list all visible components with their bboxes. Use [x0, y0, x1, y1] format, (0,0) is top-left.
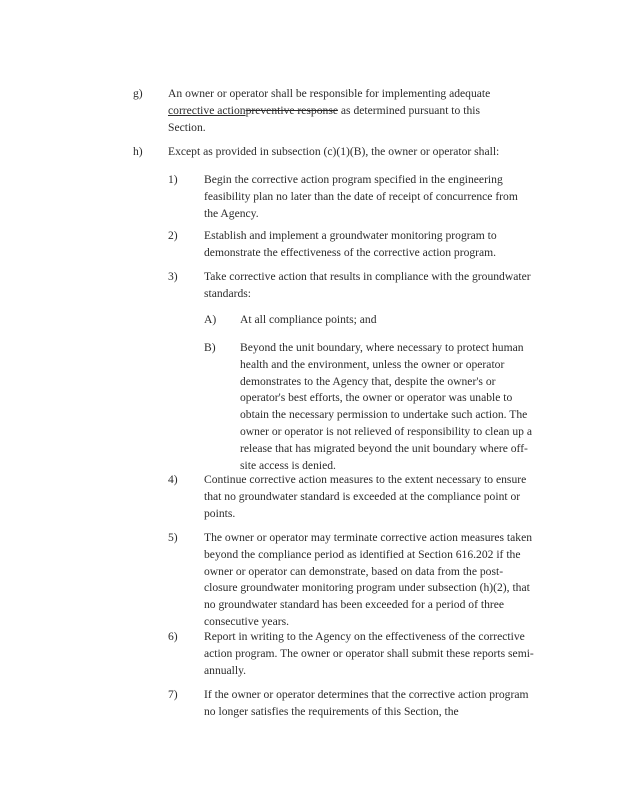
paragraph-h7: If the owner or operator determines that the corrective action program no longer satisfies the requirements of this Section, the [204, 688, 529, 718]
paragraph-h4: Continue corrective action measures to the extent necessary to ensure that no groundwater standard is exceeded at the compliance point or points. [204, 473, 527, 520]
item-label-2: 2) [168, 229, 178, 242]
item-label-4: 4) [168, 473, 178, 486]
item-label-5: 5) [168, 531, 178, 544]
item-label-A: A) [204, 313, 217, 326]
item-label-3: 3) [168, 270, 178, 283]
paragraph-h: Except as provided in subsection (c)(1)(B), the owner or operator shall: [168, 145, 500, 158]
paragraph-h1: Begin the corrective action program specified in the engineering feasibility plan no later than the date of receipt of concurrence from the Agency. [204, 173, 518, 220]
item-label-g: g) [133, 87, 143, 100]
item-label-6: 6) [168, 630, 178, 643]
paragraph-h5: The owner or operator may terminate corrective action measures taken beyond the compliance period as identified at Section 616.202 if the owner or operator can demonstrate, based on data from the post-closure groundwater monitoring program under subsection (h)(2), that no groundwater standard has been exceeded for a period of three consecutive years. [204, 531, 533, 628]
item-label-B: B) [204, 341, 216, 354]
item-label-h: h) [133, 145, 143, 158]
paragraph-h6: Report in writing to the Agency on the effectiveness of the corrective action program. The owner or operator shall submit these reports semi-annually. [204, 630, 534, 677]
paragraph-g-text-1: An owner or operator shall be responsible for implementing adequate [168, 87, 491, 100]
paragraph-h3B: Beyond the unit boundary, where necessary to protect human health and the environment, unless the owner or operator demonstrates to the Agency that, despite the owner's or operator's best efforts, the owner or operator was unable to obtain the necessary permission to undertake such action. The owner or operator is not relieved of responsibility to clean up a release that has migrated beyond the unit boundary where off-site access is denied. [240, 341, 533, 472]
item-label-7: 7) [168, 688, 178, 701]
deleted-text: preventive response [245, 103, 338, 117]
paragraph-g-text-2: as determined pursuant to this Section. [168, 103, 480, 134]
paragraph-h2: Establish and implement a groundwater monitoring program to demonstrate the effectiveness of the corrective action program. [204, 229, 497, 259]
paragraph-h3A: At all compliance points; and [240, 313, 377, 326]
paragraph-g [168, 86, 513, 136]
paragraph-h3: Take corrective action that results in compliance with the groundwater standards: [204, 270, 531, 300]
item-label-1: 1) [168, 173, 178, 186]
inserted-text: corrective action [168, 103, 246, 117]
